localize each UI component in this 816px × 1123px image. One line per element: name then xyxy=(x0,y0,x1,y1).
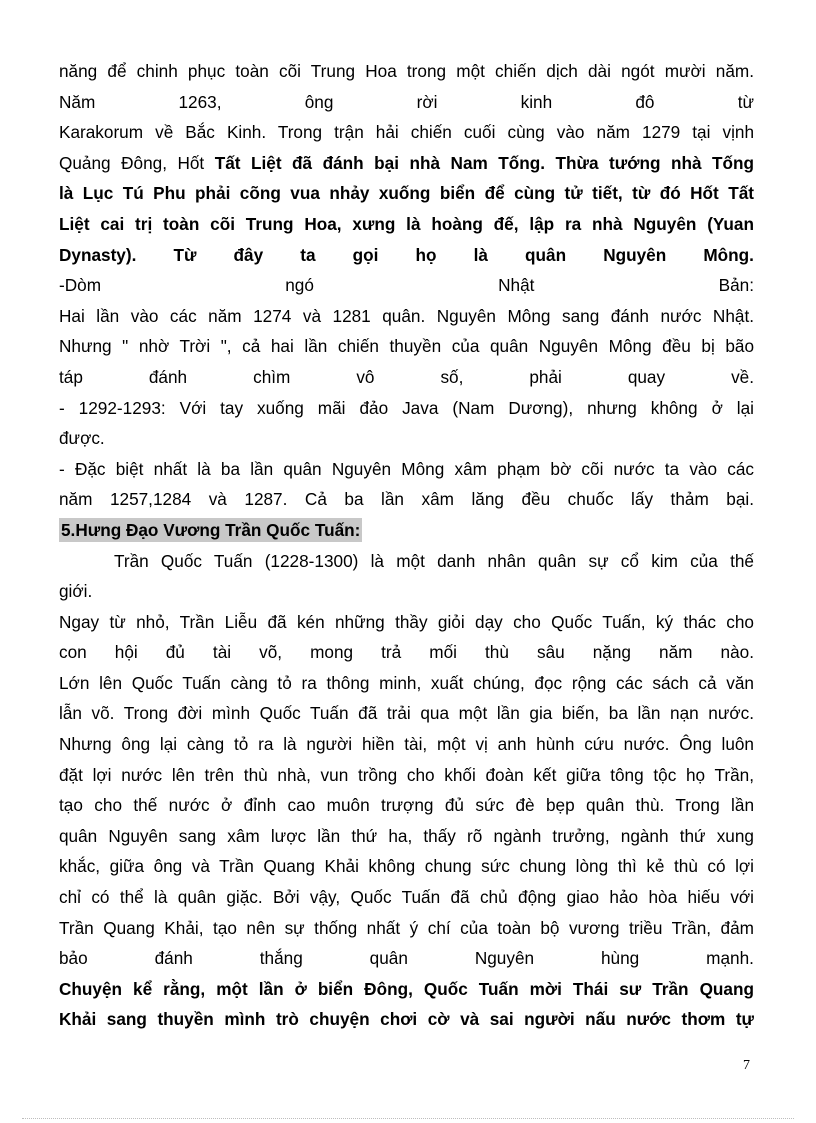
bold-text-line-justified xyxy=(59,240,754,271)
word: bảo xyxy=(59,948,88,969)
text-run: Quảng Đông, Hốt xyxy=(59,152,205,173)
word: Từ xyxy=(173,244,197,265)
word: táp xyxy=(59,366,83,387)
word: nào. xyxy=(720,642,754,663)
word: Năm xyxy=(59,91,96,112)
bold-text-line: Chuyện kể rằng, một lần ở biển Đông, Quốc Tuấn mời Thái sư Trần Quang xyxy=(59,978,754,999)
text-line: Karakorum về Bắc Kinh. Trong trận hải chiến cuối cùng vào năm 1279 tại vịnh xyxy=(59,122,754,143)
text-line: Hai lần vào các năm 1274 và 1281 quân. Nguyên Mông sang đánh nước Nhật. xyxy=(59,305,754,326)
text-line: đặt lợi nước lên trên thù nhà, vun trồng cho khối đoàn kết giữa tông tộc họ Trần, xyxy=(59,764,754,785)
page-bottom-rule xyxy=(22,1118,794,1119)
text-line: Nhưng " nhờ Trời ", cả hai lần chiến thuyền của quân Nguyên Mông đều bị bão xyxy=(59,336,754,357)
text-line: giới. xyxy=(59,581,93,602)
word: chìm xyxy=(253,366,291,387)
text-line: Trần Quang Khải, tạo nên sự thống nhất ý chí của toàn bộ vương triều Trần, đảm xyxy=(59,917,754,938)
word: ông xyxy=(304,91,334,112)
word: họ xyxy=(415,244,437,265)
word: con xyxy=(59,642,87,663)
text-line: lẫn võ. Trong đời mình Quốc Tuấn đã trải qua một lần gia biến, ba lần nạn nước. xyxy=(59,703,754,724)
word: rời xyxy=(416,91,438,112)
text-line: - 1292-1293: Với tay xuống mãi đảo Java (Nam Dương), nhưng không ở lại xyxy=(59,397,754,418)
word: -Dòm xyxy=(59,275,102,296)
word: mong xyxy=(310,642,354,663)
word: quay xyxy=(627,366,666,387)
word: vô xyxy=(356,366,375,387)
word: võ, xyxy=(259,642,283,663)
text-line-justified xyxy=(59,943,754,974)
bold-run: Tất Liệt đã đánh bại nhà Nam Tống. Thừa tướng nhà Tống xyxy=(214,152,754,173)
word: Nguyên xyxy=(474,948,535,969)
text-line: - Đặc biệt nhất là ba lần quân Nguyên Mông xâm phạm bờ cõi nước ta vào các xyxy=(59,458,754,479)
word: ngó xyxy=(285,275,314,296)
text-line: năm 1257,1284 và 1287. Cả ba lần xâm lăng đều chuốc lấy thảm bại. xyxy=(59,489,754,510)
word: quân xyxy=(525,244,567,265)
section-heading: 5.Hưng Đạo Vương Trần Quốc Tuấn: xyxy=(61,519,361,540)
word: đánh xyxy=(148,366,188,387)
text-line-justified xyxy=(59,362,754,393)
word: quân xyxy=(369,948,408,969)
text-line: Nhưng ông lại càng tỏ ra là người hiền tài, một vị anh hùnh cứu nước. Ông luôn xyxy=(59,734,754,755)
word: số, xyxy=(440,366,464,387)
word: đây xyxy=(233,244,264,265)
word: về. xyxy=(731,366,754,387)
word: năm xyxy=(659,642,693,663)
word: thù xyxy=(485,642,509,663)
bold-text-line: Khải sang thuyền mình trò chuyện chơi cờ và sai người nấu nước thơm tự xyxy=(59,1009,754,1030)
word: mối xyxy=(429,642,457,663)
text-line: chỉ có thể là quân giặc. Bởi vậy, Quốc Tuấn đã chủ động giao hảo hòa hiếu với xyxy=(59,887,754,908)
text-line: năng để chinh phục toàn cõi Trung Hoa trong một chiến dịch dài ngót mười năm. xyxy=(59,61,754,81)
word: thắng xyxy=(259,948,303,969)
word: ta xyxy=(300,244,316,265)
bold-text-line: là Lục Tú Phu phải cõng vua nhảy xuống biển để cùng tử tiết, từ đó Hốt Tất xyxy=(59,183,754,204)
text-line-justified xyxy=(59,87,754,118)
word: gọi xyxy=(352,244,379,265)
word: tài xyxy=(212,642,232,663)
word: đô xyxy=(635,91,655,112)
word: sâu xyxy=(536,642,565,663)
word: phải xyxy=(529,366,562,387)
word: mạnh. xyxy=(706,948,754,969)
word: Nguyên xyxy=(603,244,667,265)
document-body xyxy=(59,56,754,1035)
word: Nhật xyxy=(498,275,535,296)
word: hùng xyxy=(600,948,640,969)
word: hội xyxy=(114,642,138,663)
text-line xyxy=(59,148,754,179)
text-line: Ngay từ nhỏ, Trần Liễu đã kén những thầy giỏi dạy cho Quốc Tuấn, ký thác cho xyxy=(59,611,754,632)
word: kinh xyxy=(520,91,553,112)
text-line: được. xyxy=(59,428,105,449)
text-line-justified xyxy=(59,637,754,668)
word: từ xyxy=(737,91,754,112)
word: 1263, xyxy=(178,91,222,112)
text-line: quân Nguyên sang xâm lược lần thứ ha, thấy rõ ngành trưởng, ngành thứ xung xyxy=(59,825,754,846)
bold-text-line: Liệt cai trị toàn cõi Trung Hoa, xưng là hoàng đế, lập ra nhà Nguyên (Yuan xyxy=(59,213,754,234)
word: đủ xyxy=(165,642,185,663)
word: Bản: xyxy=(718,275,754,296)
text-line: tạo cho thế nước ở đỉnh cao muôn trượng đủ sức đè bẹp quân thù. Trong lần xyxy=(59,795,754,816)
text-line-justified xyxy=(59,270,754,301)
text-line: Lớn lên Quốc Tuấn càng tỏ ra thông minh, xuất chúng, đọc rộng các sách cả văn xyxy=(59,672,754,693)
word: đánh xyxy=(154,948,193,969)
word: Dynasty). xyxy=(59,244,137,265)
text-line: Trần Quốc Tuấn (1228-1300) là một danh nhân quân sự cổ kim của thế xyxy=(114,550,754,571)
word: nặng xyxy=(592,642,631,663)
word: Mông. xyxy=(703,244,754,265)
word: là xyxy=(473,244,488,265)
section-heading-line xyxy=(59,515,754,546)
word: trả xyxy=(381,642,402,663)
page-number: 7 xyxy=(743,1058,750,1073)
text-line: khắc, giữa ông và Trần Quang Khải không chung sức chung lòng thì kẻ thù có lợi xyxy=(59,856,754,877)
